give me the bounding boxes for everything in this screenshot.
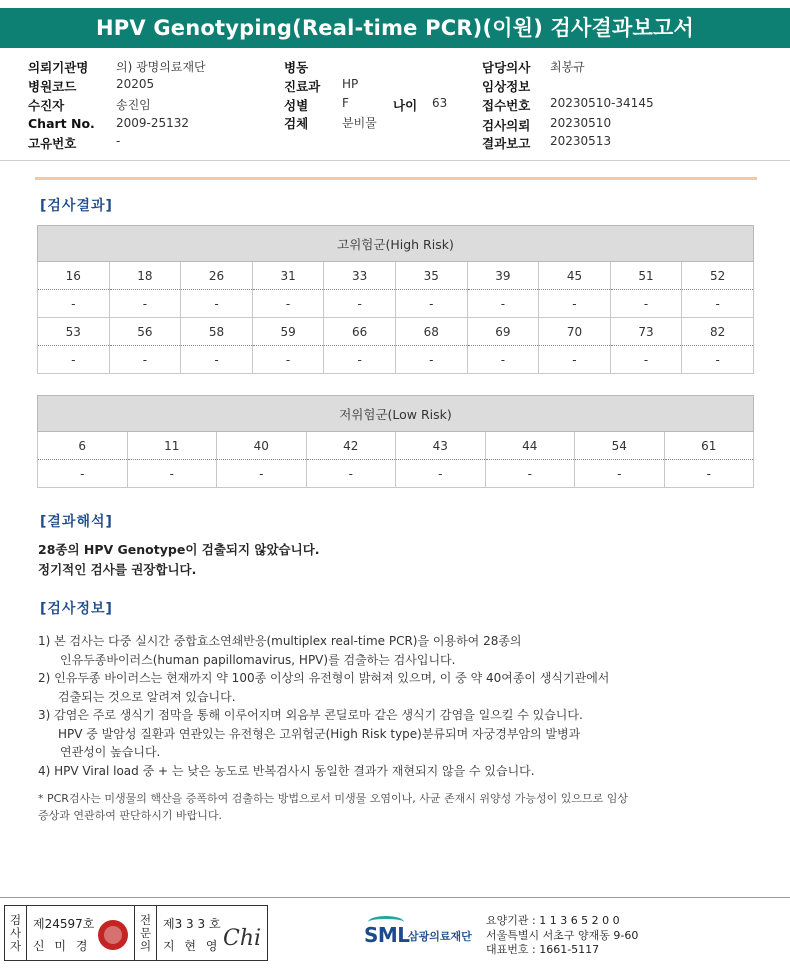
note-line: 3) 감염은 주로 생식기 점막을 통해 이루어지며 외음부 콘딜로마 같은 생식기 감염을 일으킬 수 있습니다. bbox=[38, 708, 583, 722]
genotype-cell: 70 bbox=[539, 318, 611, 346]
report-date-value: 20230513 bbox=[550, 134, 612, 148]
tester-name: 신 미 경 bbox=[33, 939, 91, 953]
expert-license-no: 제3 3 3 호 bbox=[163, 917, 221, 931]
result-cell: - bbox=[539, 346, 611, 374]
genotype-cell: 39 bbox=[467, 262, 539, 290]
sex-label: 성별 bbox=[284, 98, 309, 113]
genotype-cell: 66 bbox=[324, 318, 396, 346]
low-risk-type-row bbox=[38, 432, 754, 460]
age-value: 63 bbox=[432, 96, 448, 110]
footer-divider bbox=[0, 897, 790, 898]
tester-label: 검 사 자 bbox=[5, 906, 27, 960]
result-cell: - bbox=[395, 346, 467, 374]
divider bbox=[0, 160, 790, 161]
uid-label: 고유번호 bbox=[28, 136, 77, 151]
genotype-cell: 59 bbox=[252, 318, 324, 346]
note-line: 연관성이 높습니다. bbox=[60, 745, 161, 759]
pcr-footnote bbox=[38, 790, 758, 824]
sex-value: F bbox=[342, 96, 349, 110]
tester-cell bbox=[27, 906, 135, 960]
genotype-cell: 61 bbox=[664, 432, 754, 460]
genotype-cell: 73 bbox=[610, 318, 682, 346]
result-cell: - bbox=[252, 346, 324, 374]
genotype-cell: 43 bbox=[396, 432, 486, 460]
genotype-cell: 58 bbox=[181, 318, 253, 346]
chart-value: 2009-25132 bbox=[116, 116, 190, 130]
result-cell: - bbox=[109, 290, 181, 318]
ward-label: 병동 bbox=[284, 60, 309, 75]
interpretation-line: 정기적인 검사를 권장합니다. bbox=[38, 562, 197, 577]
result-cell: - bbox=[38, 460, 128, 488]
genotype-cell: 45 bbox=[539, 262, 611, 290]
org-address: 서울특별시 서초구 양재동 9-60 bbox=[486, 928, 639, 942]
result-cell: - bbox=[539, 290, 611, 318]
note-line: 2) 인유두종 바이러스는 현재까지 약 100종 이상의 유전형이 밝혀져 있으며, 이 중 약 40여종이 생식기관에서 bbox=[38, 671, 610, 685]
org-code: 요양기관 : 1 1 3 6 5 2 0 0 bbox=[486, 914, 620, 927]
section-divider bbox=[35, 177, 757, 180]
doctor-label: 담당의사 bbox=[482, 60, 531, 75]
logo-text: SML bbox=[364, 923, 410, 947]
high-risk-type-row-1 bbox=[38, 262, 754, 290]
genotype-cell: 56 bbox=[109, 318, 181, 346]
high-risk-header: 고위험군(High Risk) bbox=[38, 226, 754, 262]
genotype-cell: 52 bbox=[682, 262, 754, 290]
genotype-cell: 51 bbox=[610, 262, 682, 290]
sml-logo bbox=[364, 913, 482, 953]
genotype-cell: 53 bbox=[38, 318, 110, 346]
request-value: 20230510 bbox=[550, 116, 612, 130]
genotype-cell: 40 bbox=[217, 432, 307, 460]
note-line: 검출되는 것으로 알려져 있습니다. bbox=[58, 689, 236, 704]
result-cell: - bbox=[575, 460, 665, 488]
high-risk-result-row-1 bbox=[38, 290, 754, 318]
result-cell: - bbox=[127, 460, 217, 488]
org-info bbox=[486, 914, 638, 958]
note-line: 4) HPV Viral load 중 + 는 낮은 농도로 반복검사시 동일한 결과가 재현되지 않을 수 있습니다. bbox=[38, 763, 535, 778]
genotype-cell: 42 bbox=[306, 432, 396, 460]
hosp-code-label: 병원코드 bbox=[28, 79, 77, 94]
result-cell: - bbox=[467, 290, 539, 318]
low-risk-table bbox=[37, 395, 754, 488]
info-section-title: [검사정보] bbox=[40, 601, 113, 617]
result-cell: - bbox=[485, 460, 575, 488]
genotype-cell: 69 bbox=[467, 318, 539, 346]
note-line: 1) 본 검사는 다중 실시간 중합효소연쇄반응(multiplex real-time PCR)을 이용하여 28종의 bbox=[38, 634, 522, 648]
doctor-value: 최봉규 bbox=[550, 60, 585, 74]
result-cell: - bbox=[395, 290, 467, 318]
genotype-cell: 16 bbox=[38, 262, 110, 290]
result-cell: - bbox=[324, 290, 396, 318]
result-cell: - bbox=[181, 290, 253, 318]
result-cell: - bbox=[610, 346, 682, 374]
tester-license-no: 제24597호 bbox=[33, 917, 95, 931]
receipt-label: 접수번호 bbox=[482, 98, 531, 113]
result-cell: - bbox=[306, 460, 396, 488]
signature-box bbox=[4, 905, 268, 961]
req-inst-value: 의) 광명의료재단 bbox=[116, 60, 206, 74]
high-risk-table bbox=[37, 225, 754, 374]
footnote-line: * PCR검사는 미생물의 핵산을 증폭하여 검출하는 방법으로서 미생물 오염이나, 사균 존재시 위양성 가능성이 있으므로 임상 bbox=[38, 792, 628, 805]
result-cell: - bbox=[467, 346, 539, 374]
result-cell: - bbox=[610, 290, 682, 318]
expert-name: 지 현 영 bbox=[163, 939, 221, 953]
logo-org-name: 삼광의료재단 bbox=[408, 930, 472, 943]
result-cell: - bbox=[396, 460, 486, 488]
result-section-title: [검사결과] bbox=[40, 198, 113, 214]
request-label: 검사의뢰 bbox=[482, 118, 531, 133]
result-cell: - bbox=[682, 290, 754, 318]
dept-value: HP bbox=[342, 77, 359, 91]
report-title: HPV Genotyping(Real-time PCR)(이원) 검사결과보고서 bbox=[0, 8, 790, 48]
org-tel: 대표번호 : 1661-5117 bbox=[486, 943, 600, 956]
specimen-label: 검체 bbox=[284, 116, 309, 131]
result-cell: - bbox=[217, 460, 307, 488]
genotype-cell: 54 bbox=[575, 432, 665, 460]
signature-icon: Chi bbox=[223, 926, 262, 951]
result-cell: - bbox=[109, 346, 181, 374]
seal-stamp-icon bbox=[98, 920, 128, 950]
req-inst-label: 의뢰기관명 bbox=[28, 60, 89, 75]
patient-label: 수진자 bbox=[28, 98, 65, 113]
result-cell: - bbox=[252, 290, 324, 318]
receipt-value: 20230510-34145 bbox=[550, 96, 654, 110]
genotype-cell: 11 bbox=[127, 432, 217, 460]
genotype-cell: 33 bbox=[324, 262, 396, 290]
result-cell: - bbox=[664, 460, 754, 488]
age-label: 나이 bbox=[393, 98, 418, 113]
low-risk-header: 저위험군(Low Risk) bbox=[38, 396, 754, 432]
high-risk-type-row-2 bbox=[38, 318, 754, 346]
genotype-cell: 68 bbox=[395, 318, 467, 346]
expert-cell bbox=[157, 906, 267, 960]
patient-info bbox=[0, 54, 790, 158]
test-info-notes bbox=[38, 632, 778, 780]
uid-value: - bbox=[116, 134, 121, 148]
result-cell: - bbox=[324, 346, 396, 374]
expert-label: 전 문 의 bbox=[135, 906, 157, 960]
interpretation-section-title: [결과해석] bbox=[40, 514, 113, 530]
report-date-label: 결과보고 bbox=[482, 136, 531, 151]
genotype-cell: 6 bbox=[38, 432, 128, 460]
genotype-cell: 82 bbox=[682, 318, 754, 346]
footnote-line: 증상과 연관하여 판단하시기 바랍니다. bbox=[38, 809, 223, 822]
patient-value: 송진임 bbox=[116, 98, 151, 112]
genotype-cell: 35 bbox=[395, 262, 467, 290]
genotype-cell: 44 bbox=[485, 432, 575, 460]
interpretation-line: 28종의 HPV Genotype이 검출되지 않았습니다. bbox=[38, 542, 320, 557]
chart-label: Chart No. bbox=[28, 116, 95, 131]
result-cell: - bbox=[682, 346, 754, 374]
specimen-value: 분비물 bbox=[342, 116, 377, 130]
genotype-cell: 26 bbox=[181, 262, 253, 290]
result-cell: - bbox=[38, 290, 110, 318]
interpretation-text bbox=[38, 540, 320, 580]
high-risk-result-row-2 bbox=[38, 346, 754, 374]
genotype-cell: 31 bbox=[252, 262, 324, 290]
clinical-label: 임상정보 bbox=[482, 79, 531, 94]
note-line: 인유두종바이러스(human papillomavirus, HPV)를 검출하는 검사입니다. bbox=[60, 652, 456, 667]
result-cell: - bbox=[38, 346, 110, 374]
dept-label: 진료과 bbox=[284, 79, 321, 94]
genotype-cell: 18 bbox=[109, 262, 181, 290]
low-risk-result-row bbox=[38, 460, 754, 488]
result-cell: - bbox=[181, 346, 253, 374]
note-line: HPV 중 발암성 질환과 연관있는 유전형은 고위험군(High Risk type)분류되며 자궁경부암의 발병과 bbox=[58, 726, 581, 741]
hosp-code-value: 20205 bbox=[116, 77, 155, 91]
